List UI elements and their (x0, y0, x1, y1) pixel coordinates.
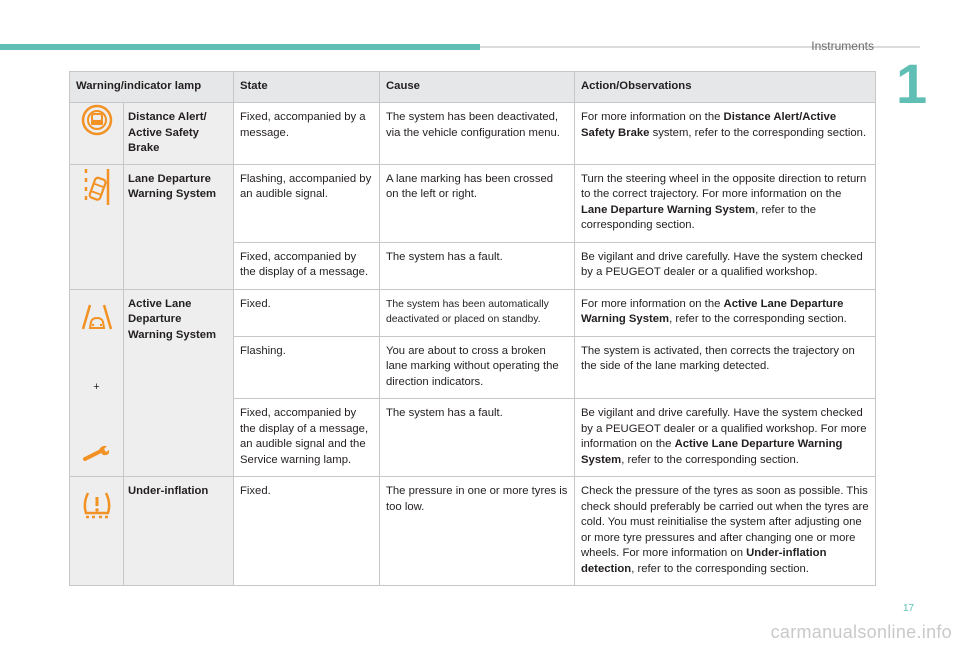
state-cell: Fixed. (234, 289, 380, 336)
state-cell: Fixed. (234, 477, 380, 586)
section-title: Instruments (811, 39, 874, 53)
state-cell: Fixed, accompanied by the display of a message, an audible signal and the Service warning lamp. (234, 399, 380, 477)
table-row (70, 103, 876, 165)
action-cell: Check the pressure of the tyres as soon as possible. This check should preferably be carried out when the tyres are cold. You must reinitialise the system after adjusting one or more tyre pressures and after changing one or more wheels. For more information on Under-inflation detection, refer to the corresponding section. (575, 477, 876, 586)
cause-cell: The system has a fault. (380, 399, 575, 477)
plus-sign: + (93, 380, 100, 393)
table-row (70, 164, 876, 242)
tyre-pressure-icon (81, 489, 113, 521)
action-cell: For more information on the Distance Alert/Active Safety Brake system, refer to the corresponding section. (575, 103, 876, 165)
lamp-name: Distance Alert/ Active Safety Brake (124, 103, 234, 165)
lamp-icon-cell (70, 477, 124, 586)
column-header-cause: Cause (380, 72, 575, 103)
distance-alert-icon (80, 103, 114, 137)
column-header-state: State (234, 72, 380, 103)
lamp-icon-cell (70, 289, 124, 477)
action-cell: Turn the steering wheel in the opposite direction to return to the correct trajectory. For more information on the Lane Departure Warning System, refer to the corresponding section. (575, 164, 876, 242)
action-cell: Be vigilant and drive carefully. Have the system checked by a PEUGEOT dealer or a qualified workshop. (575, 242, 876, 289)
state-cell: Fixed, accompanied by the display of a message. (234, 242, 380, 289)
cause-cell: The system has been automatically deactivated or placed on standby. (380, 289, 575, 336)
lamp-icon-cell (70, 103, 124, 165)
lane-departure-icon (82, 165, 112, 209)
table-header-row (70, 72, 876, 103)
active-lane-icon (80, 302, 114, 332)
chapter-number: 1 (896, 52, 928, 115)
cause-cell: The pressure in one or more tyres is too low. (380, 477, 575, 586)
table-row (70, 289, 876, 336)
lamp-name: Under-inflation (124, 477, 234, 586)
state-cell: Fixed, accompanied by a message. (234, 103, 380, 165)
column-header-lamp: Warning/indicator lamp (70, 72, 234, 103)
table-row (70, 477, 876, 586)
warning-lamp-table (69, 71, 876, 586)
cause-cell: You are about to cross a broken lane marking without operating the direction indicators. (380, 336, 575, 399)
action-cell: The system is activated, then corrects the trajectory on the side of the lane marking detected. (575, 336, 876, 399)
cause-cell: The system has been deactivated, via the vehicle configuration menu. (380, 103, 575, 165)
column-header-action: Action/Observations (575, 72, 876, 103)
state-cell: Flashing, accompanied by an audible signal. (234, 164, 380, 242)
action-cell: Be vigilant and drive carefully. Have the system checked by a PEUGEOT dealer or a qualified workshop. For more information on the Active Lane Departure Warning System, refer to the corresponding section. (575, 399, 876, 477)
cause-cell: A lane marking has been crossed on the left or right. (380, 164, 575, 242)
lamp-icon-cell (70, 164, 124, 289)
action-cell: For more information on the Active Lane Departure Warning System, refer to the corresponding section. (575, 289, 876, 336)
cause-cell: The system has a fault. (380, 242, 575, 289)
lamp-name: Lane Departure Warning System (124, 164, 234, 289)
header-accent-bar (0, 44, 480, 50)
state-cell: Flashing. (234, 336, 380, 399)
watermark-text: carmanualsonline.info (770, 622, 952, 642)
lamp-name: Active Lane Departure Warning System (124, 289, 234, 477)
service-wrench-icon (82, 444, 112, 462)
page-number: 17 (903, 603, 915, 614)
